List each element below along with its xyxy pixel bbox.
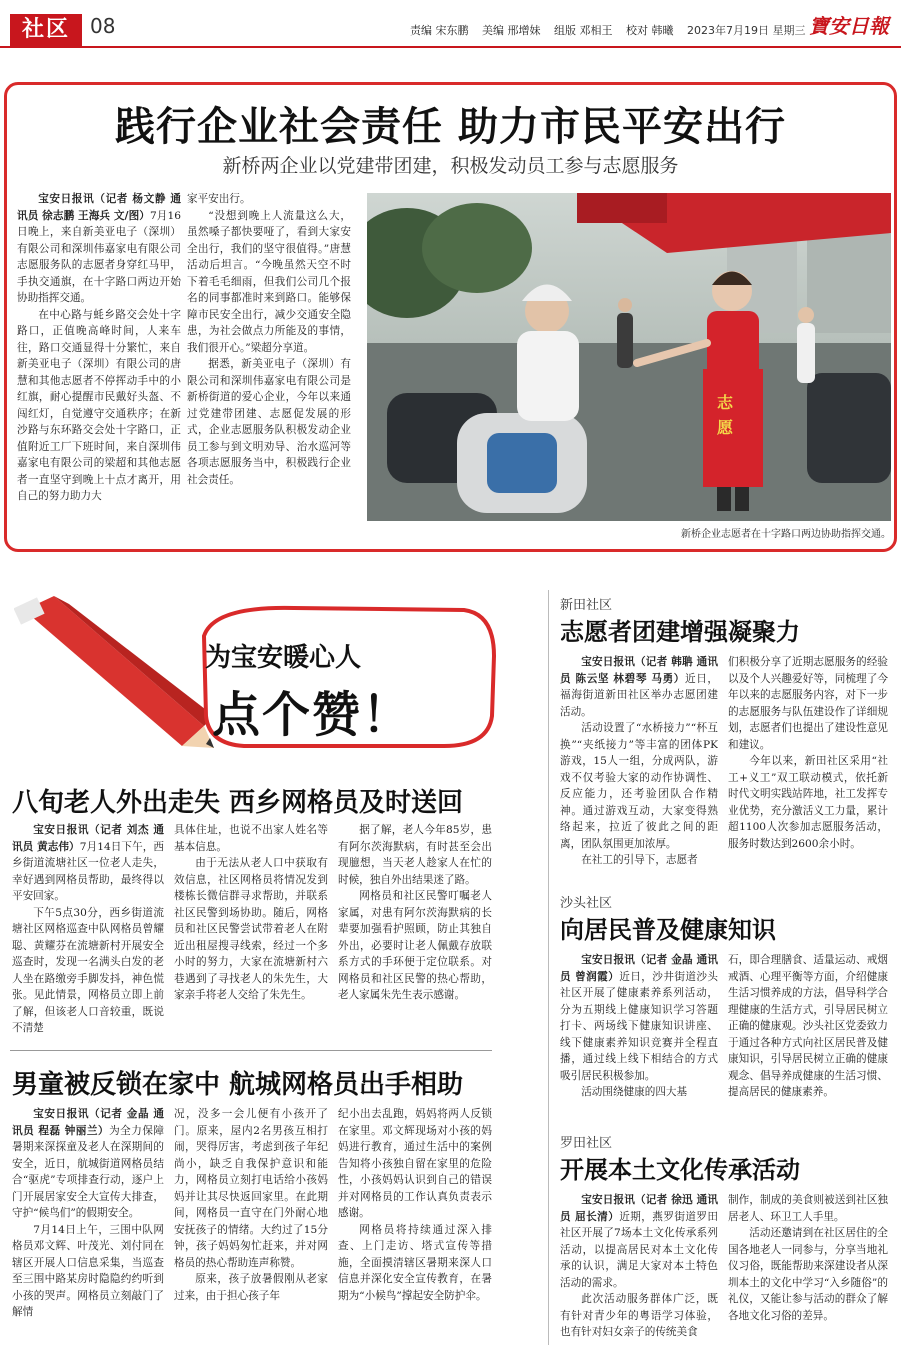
right-2-kicker: 沙头社区 (560, 896, 613, 911)
article-paragraph: 此次活动服务群体广泛，既有针对青少年的粤语学习体验，也有针对妇女亲子的传统美食 (560, 1293, 718, 1338)
feature-box (4, 82, 897, 552)
feature-photo (367, 193, 891, 521)
right-3-kicker: 罗田社区 (560, 1136, 613, 1151)
page-number: 08 (90, 14, 116, 38)
feature-paragraph: “没想到晚上人流量这么大，虽然嗓子都快要哑了，看到大家安全出行，我们的坚守很值得。”唐慧活动后坦言。“今晚虽然天空不时下着毛毛细雨，但我们公司几个报名的同事都准时来到路口。能够保障市民安全出行，减少交通安全隐患，为社会做点力所能及的事情，我们很开心。”梁超分享道。 (187, 209, 351, 354)
article-paragraph: 具体住址，也说不出家人姓名等基本信息。 (174, 824, 328, 853)
feature-subtitle: 新桥两企业以党建带团建，积极发动员工参与志愿服务 (222, 155, 679, 177)
right-3-byline: 宝安日报讯（记者 徐迅 通讯员 屈长清） (560, 1194, 718, 1223)
praise-line-2: 点个赞！ (212, 687, 413, 743)
right-2-column-2 (728, 952, 888, 1120)
feature-title: 践行企业社会责任 助力市民平安出行 (115, 104, 786, 150)
feature-byline: 宝安日报讯（记者 杨文静 通讯员 徐志鹏 王海兵 文/图） (17, 193, 181, 222)
right-3-column-2 (728, 1192, 888, 1344)
article-2-column-1 (12, 1106, 164, 1344)
article-paragraph: 据了解，老人今年85岁，患有阿尔茨海默病，有时甚至会出现臆想，当天老人趁家人在忙的时候，独自外出结果迷了路。 (338, 824, 492, 886)
right-1-column-2 (728, 654, 888, 880)
article-paragraph: 网格员和社区民警叮嘱老人家属，对患有阿尔茨海默病的长辈要加强看护照顾，防止其独自外出，必要时让老人佩戴存放联系方式的手环便于定位联系。对网格员和社区民警的热心帮助，老人家属朱先生表示感谢。 (338, 890, 492, 1001)
right-1-title: 志愿者团建增强凝聚力 (560, 618, 800, 646)
feature-column-2 (187, 191, 351, 543)
column-rule (548, 590, 549, 1345)
article-paragraph: 下午5点30分，西乡街道流塘社区网格巡查中队网格员曾耀聪、黄耀芬在流塘新村开展安全巡查时，发现一名满头白发的老人坐在路缴旁手脚发抖，神色慌张。见此情景，网格员立即上前了解，但该老人口音较重，既说不清楚 (12, 906, 164, 1034)
article-paragraph: 原来，孩子放暑假刚从老家过来，由于担心孩子年 (174, 1273, 328, 1302)
article-paragraph: 7月14日下午，西乡街道流塘社区一位老人走失，幸好遇到网格员帮助，最终得以平安回家。 (12, 840, 164, 902)
article-paragraph: 近期，燕罗街道罗田社区开展了7场本土文化传承系列活动，以提高居民对本土文化传承的认识，满足大家对本土特色活动的需求。 (560, 1210, 718, 1289)
article-paragraph: 石，即合理膳食、适量运动、戒烟戒酒、心理平衡等方面，介绍健康生活习惯养成的方法，倡导科学合理健康的生活方式，引导居民树立正确的健康观。沙头社区党委致力于通过各种方式向社区居民普及健康知识，引导居民树立正确的健康观念、倡导养成健康的生活习惯、提高居民的健康素养。 (728, 954, 888, 1098)
article-paragraph: 们积极分享了近期志愿服务的经验以及个人兴趣爱好等，同梳理了今年以来的志愿服务内容，对下一步的志愿服务与队伍建设作了详细规划，志愿者们也提出了建设性意见和建议。 (728, 656, 888, 751)
photo-caption: 新桥企业志愿者在十字路口两边协助指挥交通。 (681, 529, 891, 540)
right-2-title: 向居民普及健康知识 (560, 916, 776, 944)
article-paragraph: 在社工的引导下，志愿者 (581, 854, 698, 866)
masthead (0, 0, 901, 48)
section-tag: 社区 (10, 14, 82, 46)
article-paragraph: 近日，沙井街道沙头社区开展了健康素养系列活动，分为五期线上健康知识学习答题打卡、两场线下健康知识讲座、线下健康素养知识竞赛并全程直播，通过线上线下相结合的方式吸引居民积极参加。 (560, 970, 718, 1082)
credit-art: 美编 邢增妹 (482, 24, 541, 37)
article-1-byline: 宝安日报讯（记者 刘杰 通讯员 黄志伟） (12, 824, 164, 853)
editor-credits (410, 22, 816, 38)
right-3-column-1 (560, 1192, 718, 1344)
article-2-column-2 (174, 1106, 328, 1344)
article-1-title: 八旬老人外出走失 西乡网格员及时送回 (12, 788, 464, 818)
article-paragraph: 网格员将持续通过深入排查、上门走访、塔式宣传等措施，全面摸清辖区暑期来深人口信息并深化安全宣传教育，在暑期为“小候鸟”撑起安全防护伞。 (338, 1223, 492, 1302)
feature-paragraph: 据悉，新美亚电子（深圳）有限公司和深圳伟嘉家电有限公司是新桥街道的爱心企业，今年以来通过党建带团建、志愿促发展的形式，企业志愿服务队积极发动企业员工参与到文明劝导、治水巡河等各项志愿服务当中，积极践行企业社会责任。 (187, 358, 351, 486)
right-2-column-1 (560, 952, 718, 1120)
article-paragraph: 纪小出去乱跑，妈妈将两人反锁在家里。邓文辉现场对小孩的妈妈进行教育，通过生活中的案例告知将小孩独自留在家里的危险性，小孩妈妈认识到自己的错误并对网格员的工作认真负责表示感谢。 (338, 1108, 492, 1219)
article-paragraph: 活动设置了“水桥接力”“杯互换”“夹纸接力”等丰富的团体PK游戏，15人一组，分成两队，游戏不仅考验大家的动作协调性、反应能力，还考验团队合作精神。通过游戏互动，大家变得熟络起来，拉近了彼此之间的距离，团队氛围更加浓厚。 (560, 722, 718, 850)
feature-paragraph: 7月16日晚上，来自新美亚电子（深圳）有限公司和深圳伟嘉家电有限公司志愿服务队的志愿者身穿红马甲，手执交通旗，在十字路口两边开始协助指挥交通。 (17, 209, 181, 304)
right-1-column-1 (560, 654, 718, 880)
right-1-kicker: 新田社区 (560, 598, 613, 613)
article-2-title: 男童被反锁在家中 航城网格员出手相助 (12, 1070, 464, 1100)
article-2-column-3 (338, 1106, 492, 1344)
credit-proof: 校对 韩曦 (626, 24, 674, 37)
article-divider (10, 1050, 492, 1051)
right-2-byline: 宝安日报讯（记者 金晶 通讯员 曾润霞） (560, 954, 718, 983)
article-paragraph: 由于无法从老人口中获取有效信息，社区网格员将情况发到楼栋长微信群寻求帮助，并联系社区民警到场协助。随后，网格员和社区民警尝试带着老人在附近出租屋搜寻线索，经过一个多小时的努力，大家在流塘新村六巷遇到了寻找老人的朱先生，大家亲手将老人交给了朱先生。 (174, 857, 328, 1001)
feature-paragraph: 家平安出行。 (187, 193, 251, 205)
article-1-column-2 (174, 822, 328, 1040)
article-paragraph: 活动围绕健康的四大基 (581, 1086, 688, 1098)
feature-paragraph: 在中心路与蚝乡路交会处十字路口，正值晚高峰时间，人来车往，路口交通显得十分繁忙，来自新美亚电子（深圳）有限公司的唐慧和其他志愿者不停挥动手中的小红旗，耐心提醒市民戴好头盔、不闯红灯，自觉遵守交通秩序；在新沙路与东环路交会处十字路口，正值附近工厂下班时间，来自深圳伟嘉家电有限公司的梁超和其他志愿者一直坚守到晚上十点才离开，用自己的努力助力大 (17, 308, 181, 502)
article-paragraph: 为全力保障暑期来深探童及老人在深期间的安全，近日，航城街道网格员结合“驱虎”专项排查行动，逐户上门开展居家安全大宣传大排查，守护“候鸟们”的假期安全。 (12, 1124, 164, 1219)
right-1-byline: 宝安日报讯（记者 韩聃 通讯员 陈云坚 林碧琴 马勇） (560, 656, 718, 685)
credit-editor: 责编 宋东鹏 (410, 24, 469, 37)
right-3-title: 开展本土文化传承活动 (560, 1156, 800, 1184)
article-paragraph: 今年以来，新田社区采用“社工+义工”双工联动模式，依托新时代文明实践站阵地，社工发挥专业优势，充分激活义工力量，累计超1100人次参加志愿服务活动，服务时数达到2600余小时。 (728, 755, 888, 850)
article-paragraph: 7月14日上午，三围中队网格员邓文辉、叶茂光、刘付同在辖区开展人口信息采集，当巡查至三围中路某房时隐隐约约听到小孩的哭声。网格员立刻敲门了解情 (12, 1223, 164, 1318)
article-paragraph: 制作，制成的美食则被送到社区独居老人、环卫工人手里。 (728, 1194, 888, 1223)
svg-text:愿: 愿 (717, 418, 734, 437)
newspaper-logo: 寶安日報 (809, 14, 889, 38)
feature-column-1 (17, 191, 181, 543)
article-paragraph: 近日，福海街道新田社区举办志愿团建活动。 (560, 672, 718, 718)
issue-date: 2023年7月19日 星期三 (687, 24, 806, 37)
article-1-column-1 (12, 822, 164, 1040)
praise-line-1: 为宝安暖心人 (205, 643, 362, 673)
credit-layout: 组版 邓相王 (554, 24, 613, 37)
article-2-byline: 宝安日报讯（记者 金晶 通讯员 程磊 钟丽兰） (12, 1108, 164, 1137)
article-paragraph: 活动还邀请到在社区居住的全国各地老人一同参与，分享当地礼仪习俗，既能帮助来深建设者从深圳本土的文化中学习“入乡随俗”的礼仪，又能让参与活动的群众了解各地文化习俗的差异。 (728, 1227, 888, 1322)
article-paragraph: 况，没多一会儿便有小孩开了门。原来，屋内2名男孩互相打闹，哭得厉害，考虑到孩子年纪尚小，缺乏自我保护意识和能力，网格员立刻打电话给小孩妈妈并让其尽快返回家里。在此期间，网格员一直守在门外耐心地安抚孩子的情绪。大约过了15分钟，孩子妈妈匆忙赶来，并对网格员的热心帮助连声称赞。 (174, 1108, 328, 1269)
volunteer-traffic-photo (367, 193, 891, 521)
svg-text:志: 志 (717, 393, 734, 412)
article-1-column-3 (338, 822, 492, 1040)
